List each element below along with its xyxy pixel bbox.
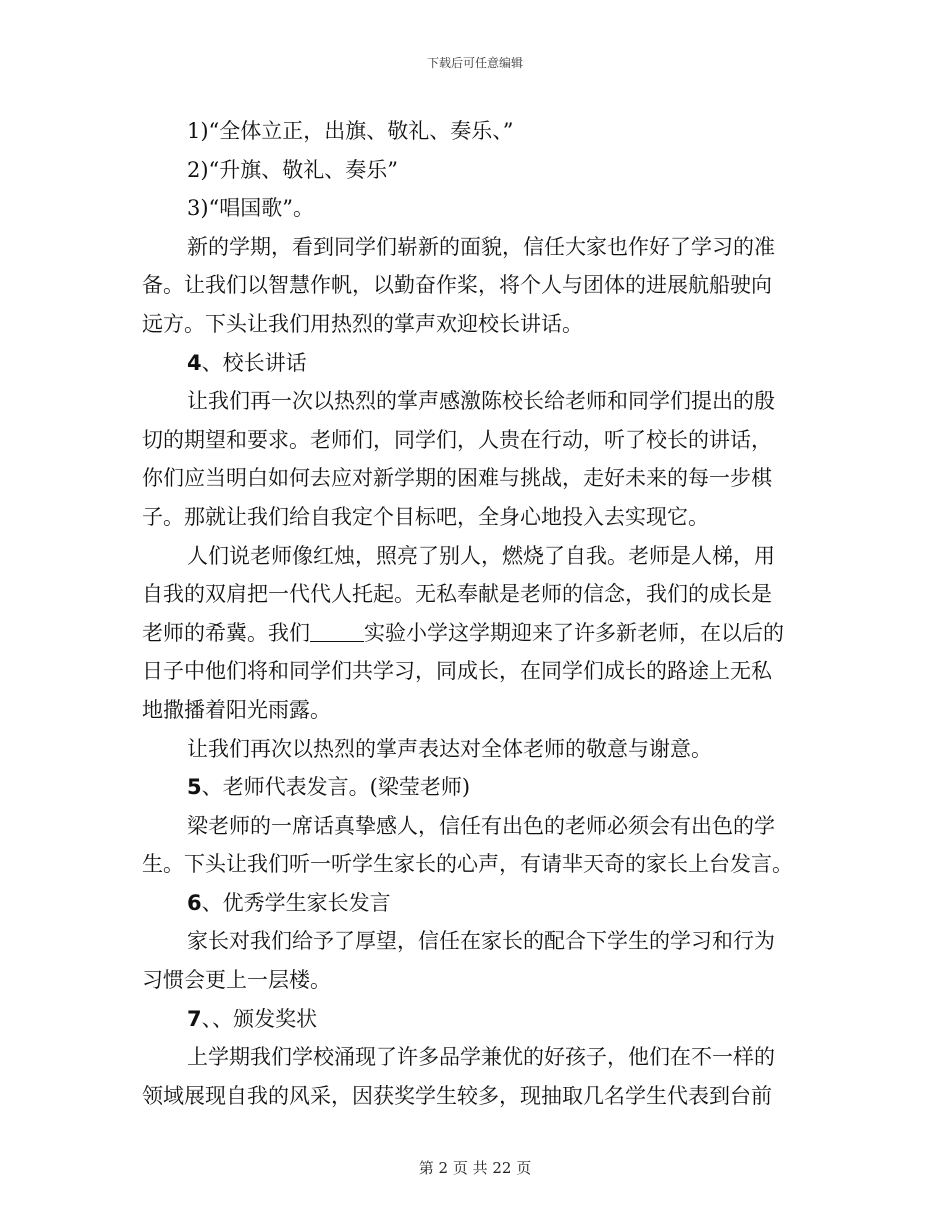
heading-text: 、优秀学生家长发言 <box>201 890 391 915</box>
paragraph-line: 切的期望和要求。老师们，同学们，人贵在行动，听了校长的讲话， <box>142 427 772 452</box>
paragraph-line: 家长对我们给予了厚望，信任在家长的配合下学生的学习和行为 <box>187 929 775 954</box>
section-heading <box>142 1000 812 1039</box>
paragraph-line: 自我的双肩把一代代人托起。无私奉献是老师的信念，我们的成长是 <box>142 582 772 607</box>
heading-number: 5 <box>187 775 202 800</box>
heading-number: 7 <box>187 1006 202 1031</box>
paragraph-line: 梁老师的一席话真挚感人，信任有出色的老师必须会有出色的学 <box>187 813 775 838</box>
list-item: 3)“唱国歌”。 <box>187 196 315 221</box>
list-item: 1)“全体立正，出旗、敬礼、奏乐、” <box>187 119 514 143</box>
heading-text: 、校长讲话 <box>201 350 307 375</box>
page-header: 下载后可任意编辑 <box>426 56 523 70</box>
paragraph-line: 远方。下头让我们用热烈的掌声欢迎校长讲话。 <box>142 311 583 336</box>
paragraph-line: 子。那就让我们给自我定个目标吧，全身心地投入去实现它。 <box>142 504 709 529</box>
paragraph-line: 上学期我们学校涌现了许多品学兼优的好孩子，他们在不一样的 <box>187 1045 775 1070</box>
paragraph-line: 你们应当明白如何去应对新学期的困难与挑战，走好未来的每一步棋 <box>142 466 772 491</box>
paragraph-line: 让我们再次以热烈的掌声表达对全体老师的敬意与谢意。 <box>187 736 712 761</box>
paragraph-line: 习惯会更上一层楼。 <box>142 968 331 993</box>
heading-number: 4 <box>187 350 202 375</box>
section-heading <box>142 768 812 807</box>
paragraph-line: 让我们再一次以热烈的掌声感激陈校长给老师和同学们提出的殷 <box>187 389 775 414</box>
section-heading <box>142 344 812 383</box>
paragraph-line: 领域展现自我的风采，因获奖学生较多，现抽取几名学生代表到台前 <box>142 1083 772 1108</box>
section-heading <box>142 884 812 923</box>
paragraph-line: 地撒播着阳光雨露。 <box>142 697 331 722</box>
page-footer: 第 2 页 共 22 页 <box>418 1159 532 1177</box>
text-segment: 老师的希冀。我们 <box>142 620 310 645</box>
fill-in-blank <box>310 621 364 642</box>
paragraph-line <box>142 614 812 653</box>
text-segment: 实验小学这学期迎来了许多新老师，在以后的 <box>364 620 784 645</box>
heading-number: 6 <box>187 890 202 915</box>
heading-text: 、、颁发奖状 <box>201 1006 318 1031</box>
paragraph-line: 日子中他们将和同学们共学习，同成长，在同学们成长的路途上无私 <box>142 659 772 684</box>
paragraph-line: 备。让我们以智慧作帆，以勤奋作桨，将个人与团体的进展航船驶向 <box>142 273 772 298</box>
paragraph-line: 新的学期，看到同学们崭新的面貌，信任大家也作好了学习的准 <box>187 234 775 259</box>
document-body <box>142 112 812 1115</box>
paragraph-line: 人们说老师像红烛，照亮了别人，燃烧了自我。老师是人梯，用 <box>187 543 775 568</box>
heading-text: 、老师代表发言。(梁莹老师) <box>201 775 471 800</box>
list-item: 2)“升旗、敬礼、奏乐” <box>187 157 399 182</box>
paragraph-line: 生。下头让我们听一听学生家长的心声，有请芈天奇的家长上台发言。 <box>142 852 793 877</box>
